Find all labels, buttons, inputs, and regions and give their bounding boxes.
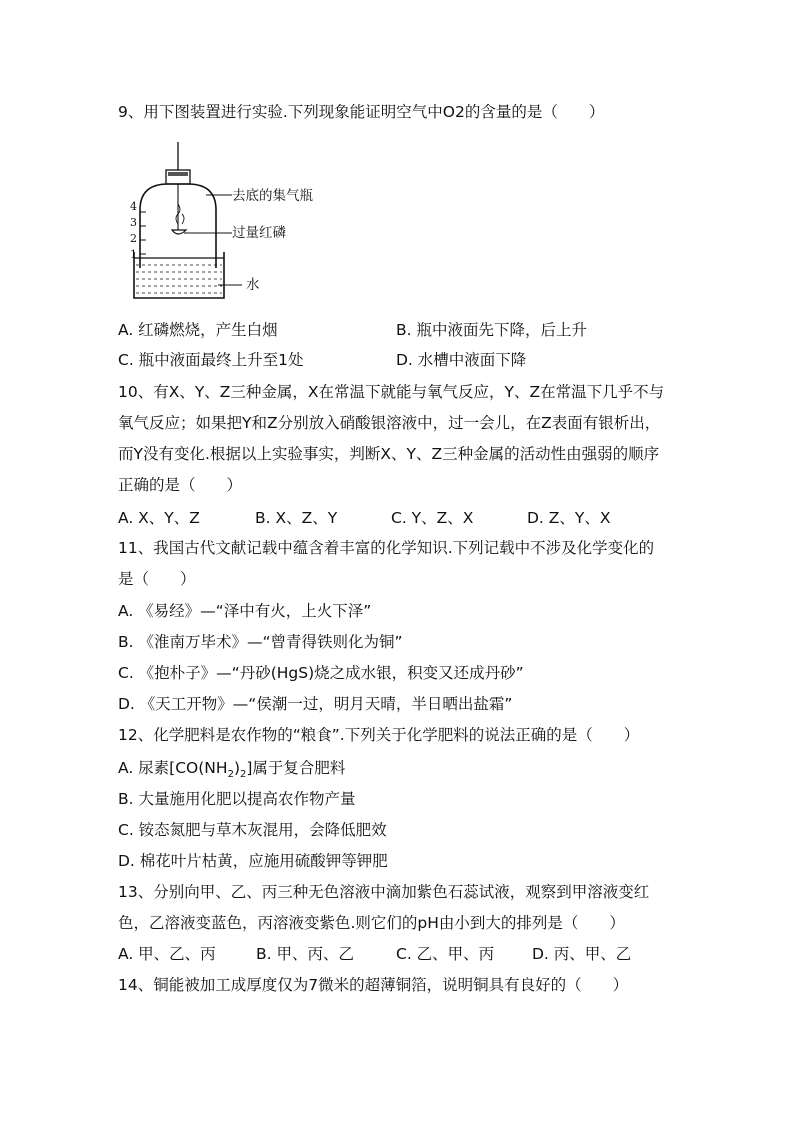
q9-option-a: A. 红磷燃烧，产生白烟	[118, 321, 278, 339]
q11-option-c: C. 《抱朴子》—“丹砂(HgS)烧之成水银，积变又还成丹砂”	[118, 664, 524, 682]
q13-option-d: D. 丙、甲、乙	[532, 945, 632, 963]
q9-option-c: C. 瓶中液面最终上升至1处	[118, 351, 304, 369]
q10-option-c: C. Y、Z、X	[391, 509, 474, 527]
q11-line-2: 是（ ）	[118, 570, 196, 588]
q10-line-3: 而Y没有变化.根据以上实验事实，判断X、Y、Z三种金属的活动性由强弱的顺序	[118, 445, 660, 463]
scale-1: 1	[130, 248, 137, 261]
q13-line-1: 13、分别向甲、乙、丙三种无色溶液中滴加紫色石蕊试液，观察到甲溶液变红	[118, 883, 650, 901]
q12-option-a: A. 尿素$[CO(NH_2)_2]$属于复合肥料	[118, 759, 346, 780]
q10-line-1: 10、有X、Y、Z三种金属，X在常温下就能与氧气反应，Y、Z在常温下几乎不与	[118, 383, 665, 401]
label-phosphorus: 过量红磷	[232, 225, 286, 241]
q12-option-c: C. 铵态氮肥与草木灰混用，会降低肥效	[118, 821, 387, 839]
q9-option-b: B. 瓶中液面先下降，后上升	[396, 321, 587, 339]
q11-option-d: D. 《天工开物》—“侯潮一过，明月天晴，半日晒出盐霜”	[118, 695, 513, 713]
q12-stem: 12、化学肥料是农作物的“粮食”.下列关于化学肥料的说法正确的是（ ）	[118, 726, 640, 744]
scale-2: 2	[130, 232, 137, 245]
q10-option-a: A. X、Y、Z	[118, 509, 200, 527]
q10-line-4: 正确的是（ ）	[118, 476, 243, 494]
q13-line-2: 色，乙溶液变蓝色，丙溶液变紫色.则它们的pH由小到大的排列是（ ）	[118, 914, 625, 932]
q11-option-b: B. 《淮南万毕术》—“曾青得铁则化为铜”	[118, 633, 403, 651]
q12-option-b: B. 大量施用化肥以提高农作物产量	[118, 790, 356, 808]
q14-stem: 14、铜能被加工成厚度仅为7微米的超薄铜箔，说明铜具有良好的（ ）	[118, 976, 629, 994]
q11-line-1: 11、我国古代文献记载中蕴含着丰富的化学知识.下列记载中不涉及化学变化的	[118, 539, 655, 557]
label-water: 水	[246, 277, 260, 293]
q10-line-2: 氧气反应；如果把Y和Z分别放入硝酸银溶液中，过一会儿，在Z表面有银析出，	[118, 414, 661, 432]
q10-option-d: D. Z、Y、X	[527, 509, 611, 527]
q13-option-b: B. 甲、丙、乙	[256, 945, 354, 963]
q9-option-d: D. 水槽中液面下降	[396, 351, 527, 369]
q10-option-b: B. X、Z、Y	[255, 509, 338, 527]
q9-diagram-labels	[228, 185, 348, 295]
scale-3: 3	[130, 216, 137, 229]
q9-stem: 9、用下图装置进行实验.下列现象能证明空气中O2的含量的是（ ）	[118, 103, 605, 121]
q13-option-a: A. 甲、乙、丙	[118, 945, 216, 963]
q12-option-d: D. 棉花叶片枯黄，应施用硫酸钾等钾肥	[118, 852, 388, 870]
q11-option-a: A. 《易经》—“泽中有火，上火下泽”	[118, 602, 372, 620]
label-bottle: 去底的集气瓶	[232, 188, 313, 204]
q13-option-c: C. 乙、甲、丙	[396, 945, 495, 963]
scale-4: 4	[130, 200, 137, 213]
